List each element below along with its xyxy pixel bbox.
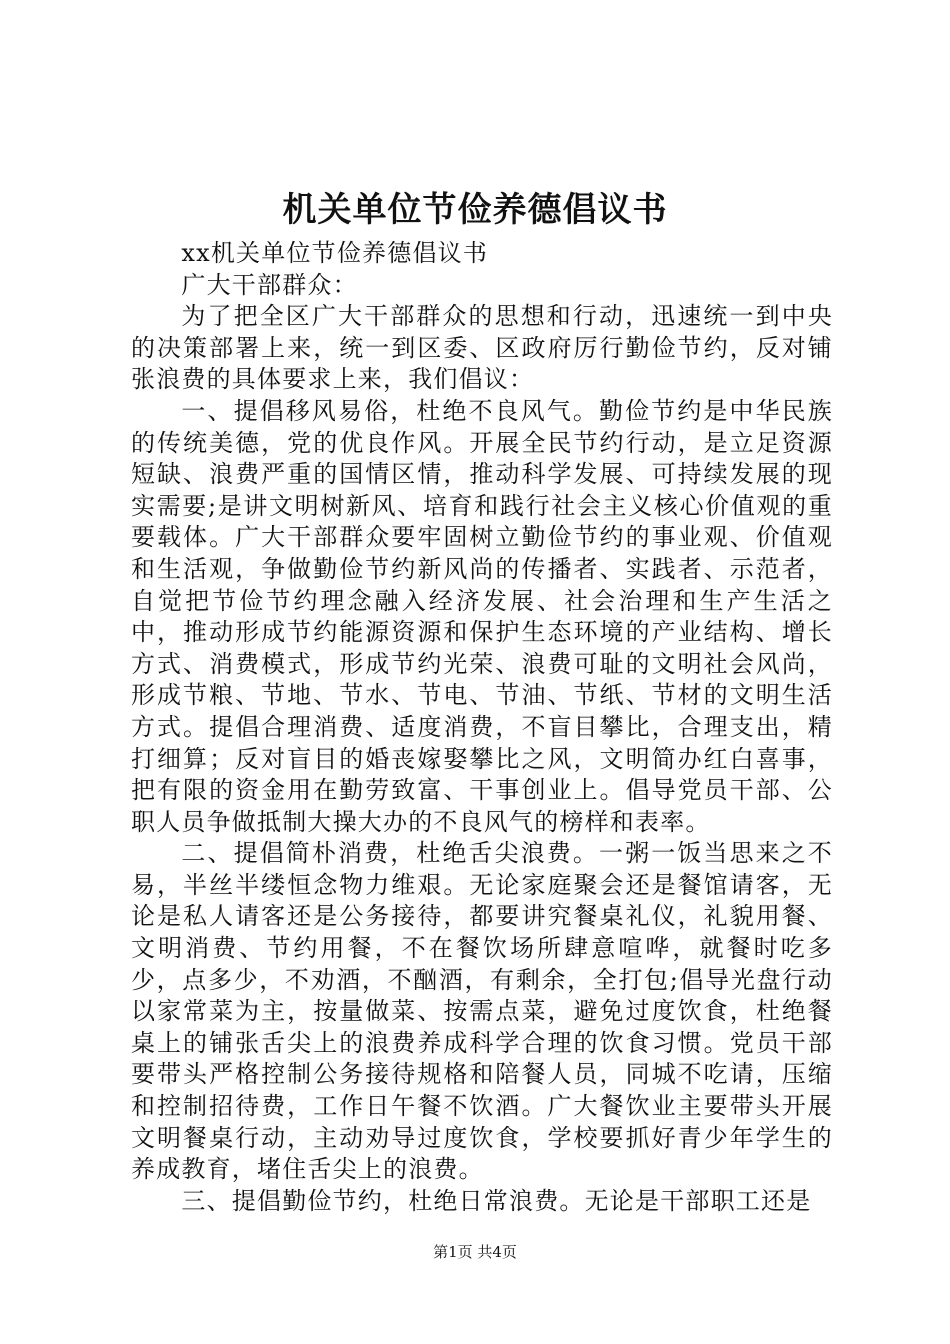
page-footer: 第1页 共4页 [433, 1243, 517, 1261]
paragraph-point-3: 三、提倡勤俭节约，杜绝日常浪费。无论是干部职工还是 [181, 1186, 812, 1215]
paragraph-point-2: 二、提倡简朴消费，杜绝舌尖浪费。一粥一饭当思来之不易，半丝半缕恒念物力维艰。无论家庭聚会还是餐馆请客，无论是私人请客还是公务接待，都要讲究餐桌礼仪，礼貌用餐、文明消费、节约用餐，不在餐饮场所肆意喧哗，就餐时吃多少，点多少，不劝酒，不酗酒，有剩余，全打包;倡导光盘行动以家常菜为主，按量做菜、按需点菜，避免过度饮食，杜绝餐桌上的铺张舌尖上的浪费养成科学合理的饮食习惯。党员干部要带头严格控制公务接待规格和陪餐人员，同城不吃请，压缩和控制招待费，工作日午餐不饮酒。广大餐饮业主要带头开展文明餐桌行动，主动劝导过度饮食，学校要抓好青少年学生的养成教育，堵住舌尖上的浪费。 [131, 839, 833, 1184]
document-body [131, 238, 833, 1217]
paragraph-heading: xx机关单位节俭养德倡议书 [181, 239, 489, 267]
paragraph-point-1: 一、提倡移风易俗，杜绝不良风气。勤俭节约是中华民族的传统美德，党的优良作风。开展全民节约行动，是立足资源短缺、浪费严重的国情区情，推动科学发展、可持续发展的现实需要;是讲文明树新风、培育和践行社会主义核心价值观的重要载体。广大干部群众要牢固树立勤俭节约的事业观、价值观和生活观，争做勤俭节约新风尚的传播者、实践者、示范者，自觉把节俭节约理念融入经济发展、社会治理和生产生活之中，推动形成节约能源资源和保护生态环境的产业结构、增长方式、消费模式，形成节约光荣、浪费可耻的文明社会风尚，形成节粮、节地、节水、节电、节油、节纸、节材的文明生活方式。提倡合理消费、适度消费，不盲目攀比，合理支出，精打细算；反对盲目的婚丧嫁娶攀比之风，文明简办红白喜事，把有限的资金用在勤劳致富、干事创业上。倡导党员干部、公职人员争做抵制大操大办的不良风气的榜样和表率。 [131, 396, 833, 836]
paragraph-intro: 为了把全区广大干部群众的思想和行动，迅速统一到中央的决策部署上来，统一到区委、区政府厉行勤俭节约，反对铺张浪费的具体要求上来，我们倡议： [131, 302, 833, 394]
paragraph-salutation: 广大干部群众： [181, 270, 358, 299]
document-title: 机关单位节俭养德倡议书 [282, 190, 668, 230]
